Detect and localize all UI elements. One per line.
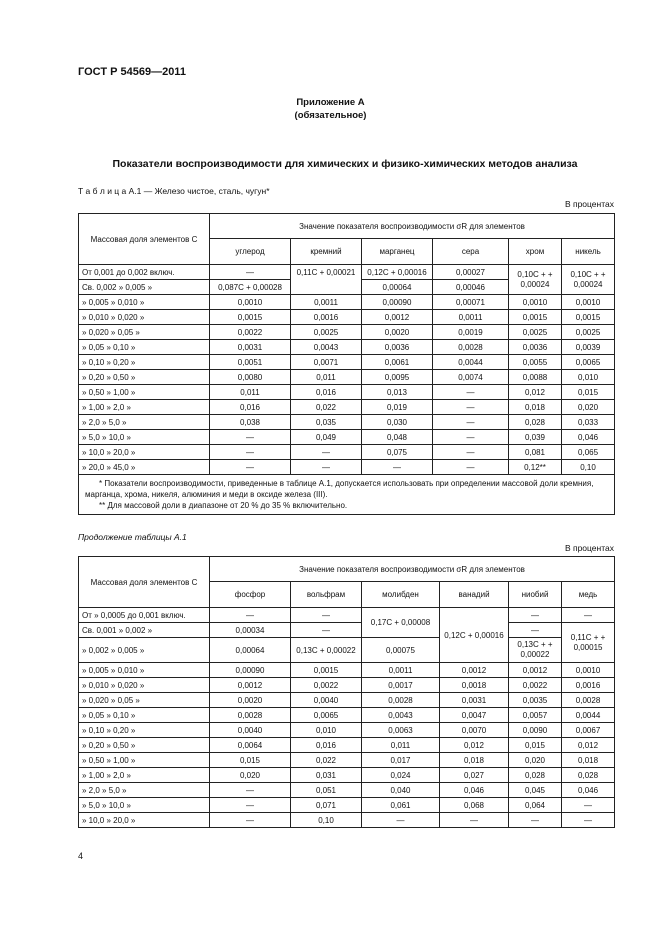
table-cell: 0,0036 <box>362 340 433 355</box>
table-cell: 0,0044 <box>433 355 509 370</box>
table1-col-header: углерод <box>210 239 291 265</box>
table-cell: 0,0025 <box>291 325 362 340</box>
table-cell: 0,065 <box>562 445 615 460</box>
table-row <box>79 608 615 623</box>
table-cell: 0,048 <box>362 430 433 445</box>
table-cell: — <box>210 430 291 445</box>
table-cell: 0,0095 <box>362 370 433 385</box>
table-cell: — <box>210 460 291 475</box>
table-cell: — <box>291 460 362 475</box>
table-cell: 0,11C + 0,00021 <box>291 265 362 295</box>
table-cell: — <box>433 430 509 445</box>
table2-col-header: медь <box>562 582 615 608</box>
table-cell: 0,0067 <box>562 723 615 738</box>
table-cell: 0,00090 <box>210 663 291 678</box>
appendix-title: Приложение А <box>296 97 365 108</box>
table-cell: 0,049 <box>291 430 362 445</box>
table-cell: 0,0017 <box>362 678 440 693</box>
table-cell: — <box>210 445 291 460</box>
table-cell: » 5,0 » 10,0 » <box>79 430 210 445</box>
table1-unit: В процентах <box>564 199 614 209</box>
table1-col-header: хром <box>509 239 562 265</box>
table-cell: — <box>440 813 509 828</box>
table-cell: » 0,50 » 1,00 » <box>79 753 210 768</box>
table-cell: 0,0010 <box>509 295 562 310</box>
table-cell: 0,0012 <box>440 663 509 678</box>
table-cell: 0,0012 <box>509 663 562 678</box>
table-cell: — <box>210 608 291 623</box>
table-cell: 0,0071 <box>291 355 362 370</box>
table-cell: 0,10 <box>291 813 362 828</box>
table-cell: — <box>362 813 440 828</box>
table-cell: 0,0022 <box>291 678 362 693</box>
table-cell: » 5,0 » 10,0 » <box>79 798 210 813</box>
table1-row-header: Массовая доля элементов C <box>79 214 210 265</box>
table-cell: 0,10 <box>562 460 615 475</box>
table-cell: 0,00064 <box>362 280 433 295</box>
table-cell: — <box>433 445 509 460</box>
table-cell: » 10,0 » 20,0 » <box>79 813 210 828</box>
table2-group-header: Значение показателя воспроизводимости σR для элементов <box>210 557 615 582</box>
table-cell: » 0,020 » 0,05 » <box>79 325 210 340</box>
table-cell: 0,028 <box>562 768 615 783</box>
table-cell: 0,0011 <box>362 663 440 678</box>
table-cell: 0,019 <box>362 400 433 415</box>
table-cell: 0,10C + + 0,00024 <box>562 265 615 295</box>
table-cell: 0,0016 <box>291 310 362 325</box>
table-cell: » 2,0 » 5,0 » <box>79 783 210 798</box>
table-cell: 0,0065 <box>562 355 615 370</box>
table-cell: 0,0044 <box>562 708 615 723</box>
table-cell: 0,0036 <box>509 340 562 355</box>
table-cell: 0,016 <box>210 400 291 415</box>
table-cell: 0,0043 <box>291 340 362 355</box>
table2 <box>78 556 615 828</box>
table-cell: » 0,002 » 0,005 » <box>79 638 210 663</box>
table-row <box>79 738 615 753</box>
table-cell: — <box>291 608 362 623</box>
table-cell: 0,0019 <box>433 325 509 340</box>
table-row <box>79 678 615 693</box>
table-cell: 0,013 <box>362 385 433 400</box>
table-row <box>79 768 615 783</box>
table-cell: 0,031 <box>291 768 362 783</box>
table-row <box>79 813 615 828</box>
table-cell: — <box>562 813 615 828</box>
table1-caption <box>78 186 270 196</box>
table-cell: — <box>210 265 291 280</box>
table-cell: 0,039 <box>509 430 562 445</box>
table-cell: 0,0015 <box>562 310 615 325</box>
appendix-subtitle: (обязательное) <box>294 110 367 121</box>
table-cell: 0,040 <box>362 783 440 798</box>
table-row <box>79 340 615 355</box>
table-row <box>79 370 615 385</box>
table2-col-header: ванадий <box>440 582 509 608</box>
table-cell: » 0,10 » 0,20 » <box>79 355 210 370</box>
table-row <box>79 385 615 400</box>
table-cell: 0,0022 <box>210 325 291 340</box>
table-cell: 0,0039 <box>562 340 615 355</box>
table-cell: 0,0028 <box>433 340 509 355</box>
table-cell: 0,00046 <box>433 280 509 295</box>
table-row <box>79 415 615 430</box>
table-cell: 0,0055 <box>509 355 562 370</box>
table-cell: 0,0028 <box>210 708 291 723</box>
table1-note-1: * Показатели воспроизводимости, приведенные в таблице А.1, допускается использовать при определении массовой доли кремния, марганца, хрома, никеля, алюминия и меди в оксиде железа (III). <box>85 479 594 499</box>
table-cell: От » 0,0005 до 0,001 включ. <box>79 608 210 623</box>
table-row <box>79 753 615 768</box>
table-row <box>79 623 615 638</box>
table-cell: 0,038 <box>210 415 291 430</box>
table-notes-row <box>79 475 615 515</box>
table-cell: 0,018 <box>562 753 615 768</box>
table-cell: — <box>291 623 362 638</box>
table-cell: 0,0018 <box>440 678 509 693</box>
table-cell: 0,027 <box>440 768 509 783</box>
table-cell: Св. 0,002 » 0,005 » <box>79 280 210 295</box>
table-cell: 0,0080 <box>210 370 291 385</box>
table-cell: — <box>210 813 291 828</box>
table-row <box>79 325 615 340</box>
table-cell: 0,0031 <box>210 340 291 355</box>
table-cell: » 0,020 » 0,05 » <box>79 693 210 708</box>
table-cell: 0,0010 <box>562 295 615 310</box>
table-cell: 0,018 <box>509 400 562 415</box>
table-cell: » 0,20 » 0,50 » <box>79 370 210 385</box>
table-cell: 0,12C + 0,00016 <box>362 265 433 280</box>
table-cell: 0,0031 <box>440 693 509 708</box>
table-cell: 0,012 <box>440 738 509 753</box>
table-cell: 0,035 <box>291 415 362 430</box>
table2-caption: Продолжение таблицы А.1 <box>78 532 187 542</box>
table-cell: 0,075 <box>362 445 433 460</box>
table-cell: » 20,0 » 45,0 » <box>79 460 210 475</box>
table-cell: 0,0012 <box>210 678 291 693</box>
table-row <box>79 265 615 280</box>
table-cell: 0,011 <box>210 385 291 400</box>
table-cell: 0,0010 <box>210 295 291 310</box>
table-cell: 0,033 <box>562 415 615 430</box>
table2-row-header: Массовая доля элементов C <box>79 557 210 608</box>
table-cell: 0,015 <box>562 385 615 400</box>
table-cell: 0,030 <box>362 415 433 430</box>
table-cell: — <box>562 608 615 623</box>
table2-col-header: вольфрам <box>291 582 362 608</box>
table1 <box>78 213 615 515</box>
table-cell: 0,022 <box>291 400 362 415</box>
table-cell: 0,00071 <box>433 295 509 310</box>
table-cell: 0,068 <box>440 798 509 813</box>
table-cell: 0,0022 <box>509 678 562 693</box>
table-cell: 0,012 <box>562 738 615 753</box>
table-cell: 0,010 <box>562 370 615 385</box>
table-cell: 0,020 <box>509 753 562 768</box>
table-row <box>79 310 615 325</box>
table-row <box>79 355 615 370</box>
table-cell: » 0,20 » 0,50 » <box>79 738 210 753</box>
table-row <box>79 638 615 663</box>
table-cell: » 1,00 » 2,0 » <box>79 400 210 415</box>
table-cell: 0,011 <box>362 738 440 753</box>
table-cell: 0,0088 <box>509 370 562 385</box>
table-cell: 0,17C + 0,00008 <box>362 608 440 638</box>
table-cell: 0,0020 <box>210 693 291 708</box>
table-cell: 0,051 <box>291 783 362 798</box>
table-cell: 0,045 <box>509 783 562 798</box>
table-cell: 0,064 <box>509 798 562 813</box>
table-row <box>79 400 615 415</box>
table1-notes <box>79 475 615 515</box>
table2-col-header: молибден <box>362 582 440 608</box>
table-cell: 0,0070 <box>440 723 509 738</box>
table-row <box>79 693 615 708</box>
table-cell: 0,015 <box>509 738 562 753</box>
table-cell: 0,061 <box>362 798 440 813</box>
table-cell: 0,00034 <box>210 623 291 638</box>
table-cell: 0,00027 <box>433 265 509 280</box>
table-row <box>79 723 615 738</box>
table1-col-header: марганец <box>362 239 433 265</box>
table-cell: 0,00064 <box>210 638 291 663</box>
table-cell: — <box>509 813 562 828</box>
table-cell: 0,0074 <box>433 370 509 385</box>
table-cell: » 0,10 » 0,20 » <box>79 723 210 738</box>
table-cell: » 0,010 » 0,020 » <box>79 310 210 325</box>
table-cell: 0,012 <box>509 385 562 400</box>
table-cell: 0,0015 <box>210 310 291 325</box>
table-cell: 0,010 <box>291 723 362 738</box>
table-cell: 0,12** <box>509 460 562 475</box>
table-cell: » 0,05 » 0,10 » <box>79 708 210 723</box>
table-cell: 0,13C + 0,00022 <box>291 638 362 663</box>
table1-col-header: никель <box>562 239 615 265</box>
table-cell: 0,00090 <box>362 295 433 310</box>
table-cell: — <box>210 783 291 798</box>
table-cell: 0,0061 <box>362 355 433 370</box>
table-row <box>79 708 615 723</box>
table-cell: 0,022 <box>291 753 362 768</box>
table-cell: 0,0025 <box>509 325 562 340</box>
table-cell: 0,081 <box>509 445 562 460</box>
document-title: ГОСТ Р 54569—2011 <box>78 66 186 78</box>
table-cell: — <box>362 460 433 475</box>
table-row <box>79 783 615 798</box>
table-cell: 0,13C + + 0,00022 <box>509 638 562 663</box>
table-cell: » 10,0 » 20,0 » <box>79 445 210 460</box>
table-cell: 0,071 <box>291 798 362 813</box>
table-cell: — <box>210 798 291 813</box>
table-cell: — <box>433 400 509 415</box>
table-cell: » 2,0 » 5,0 » <box>79 415 210 430</box>
table-cell: 0,046 <box>562 430 615 445</box>
table-cell: 0,0028 <box>562 693 615 708</box>
table-cell: 0,087C + 0,00028 <box>210 280 291 295</box>
table-cell: 0,0090 <box>509 723 562 738</box>
table-cell: — <box>562 798 615 813</box>
table-cell: 0,0065 <box>291 708 362 723</box>
table-cell: 0,0035 <box>509 693 562 708</box>
table1-caption-rest: А.1 — Железо чистое, сталь, чугун* <box>128 186 270 196</box>
table-cell: 0,016 <box>291 385 362 400</box>
table-cell: — <box>433 460 509 475</box>
table-row <box>79 295 615 310</box>
table-cell: 0,046 <box>440 783 509 798</box>
table-cell: 0,0011 <box>433 310 509 325</box>
table1-caption-prefix: Т а б л и ц а <box>78 186 127 196</box>
table2-col-header: фосфор <box>210 582 291 608</box>
table-cell: — <box>433 415 509 430</box>
page-number: 4 <box>78 851 84 861</box>
table-cell: Св. 0,001 » 0,002 » <box>79 623 210 638</box>
table-cell: 0,0047 <box>440 708 509 723</box>
table-cell: 0,0043 <box>362 708 440 723</box>
table-cell: » 0,005 » 0,010 » <box>79 295 210 310</box>
table-cell: 0,017 <box>362 753 440 768</box>
table-cell: 0,11C + + 0,00015 <box>562 623 615 663</box>
table-row <box>79 663 615 678</box>
table-cell: — <box>433 385 509 400</box>
table-cell: » 0,05 » 0,10 » <box>79 340 210 355</box>
table-cell: » 0,50 » 1,00 » <box>79 385 210 400</box>
table1-group-header: Значение показателя воспроизводимости σR для элементов <box>210 214 615 239</box>
table-cell: 0,028 <box>509 768 562 783</box>
table-cell: 0,020 <box>210 768 291 783</box>
table-cell: От 0,001 до 0,002 включ. <box>79 265 210 280</box>
main-heading: Показатели воспроизводимости для химических и физико-химических методов анализа <box>112 158 578 170</box>
table-cell: 0,0011 <box>291 295 362 310</box>
table-cell: 0,0040 <box>210 723 291 738</box>
table-cell: 0,10C + + 0,00024 <box>509 265 562 295</box>
table-cell: 0,046 <box>562 783 615 798</box>
table-cell: — <box>509 623 562 638</box>
table1-col-header: сера <box>433 239 509 265</box>
table-cell: 0,0015 <box>291 663 362 678</box>
table-cell: — <box>291 445 362 460</box>
table1-col-header: кремний <box>291 239 362 265</box>
table-cell: 0,0015 <box>509 310 562 325</box>
table-cell: 0,024 <box>362 768 440 783</box>
table-cell: 0,0028 <box>362 693 440 708</box>
table-cell: 0,018 <box>440 753 509 768</box>
table-cell: 0,0057 <box>509 708 562 723</box>
table-cell: » 1,00 » 2,0 » <box>79 768 210 783</box>
table-cell: 0,020 <box>562 400 615 415</box>
table-cell: 0,0064 <box>210 738 291 753</box>
table-cell: 0,0051 <box>210 355 291 370</box>
table-cell: 0,0040 <box>291 693 362 708</box>
table2-unit: В процентах <box>564 543 614 553</box>
table-row <box>79 798 615 813</box>
table-cell: 0,0020 <box>362 325 433 340</box>
table-cell: 0,00075 <box>362 638 440 663</box>
table-row <box>79 430 615 445</box>
table-cell: 0,016 <box>291 738 362 753</box>
table-cell: 0,011 <box>291 370 362 385</box>
table-cell: » 0,010 » 0,020 » <box>79 678 210 693</box>
table-row <box>79 445 615 460</box>
table-cell: 0,0010 <box>562 663 615 678</box>
table2-col-header: ниобий <box>509 582 562 608</box>
table-cell: 0,0016 <box>562 678 615 693</box>
table-cell: — <box>509 608 562 623</box>
table-cell: 0,12C + 0,00016 <box>440 608 509 663</box>
table-cell: 0,0063 <box>362 723 440 738</box>
table1-note-2: ** Для массовой доли в диапазоне от 20 % до 35 % включительно. <box>99 501 348 510</box>
table-cell: 0,0025 <box>562 325 615 340</box>
table-cell: 0,015 <box>210 753 291 768</box>
table-row <box>79 460 615 475</box>
table-cell: 0,028 <box>509 415 562 430</box>
table-cell: 0,0012 <box>362 310 433 325</box>
table-cell: » 0,005 » 0,010 » <box>79 663 210 678</box>
